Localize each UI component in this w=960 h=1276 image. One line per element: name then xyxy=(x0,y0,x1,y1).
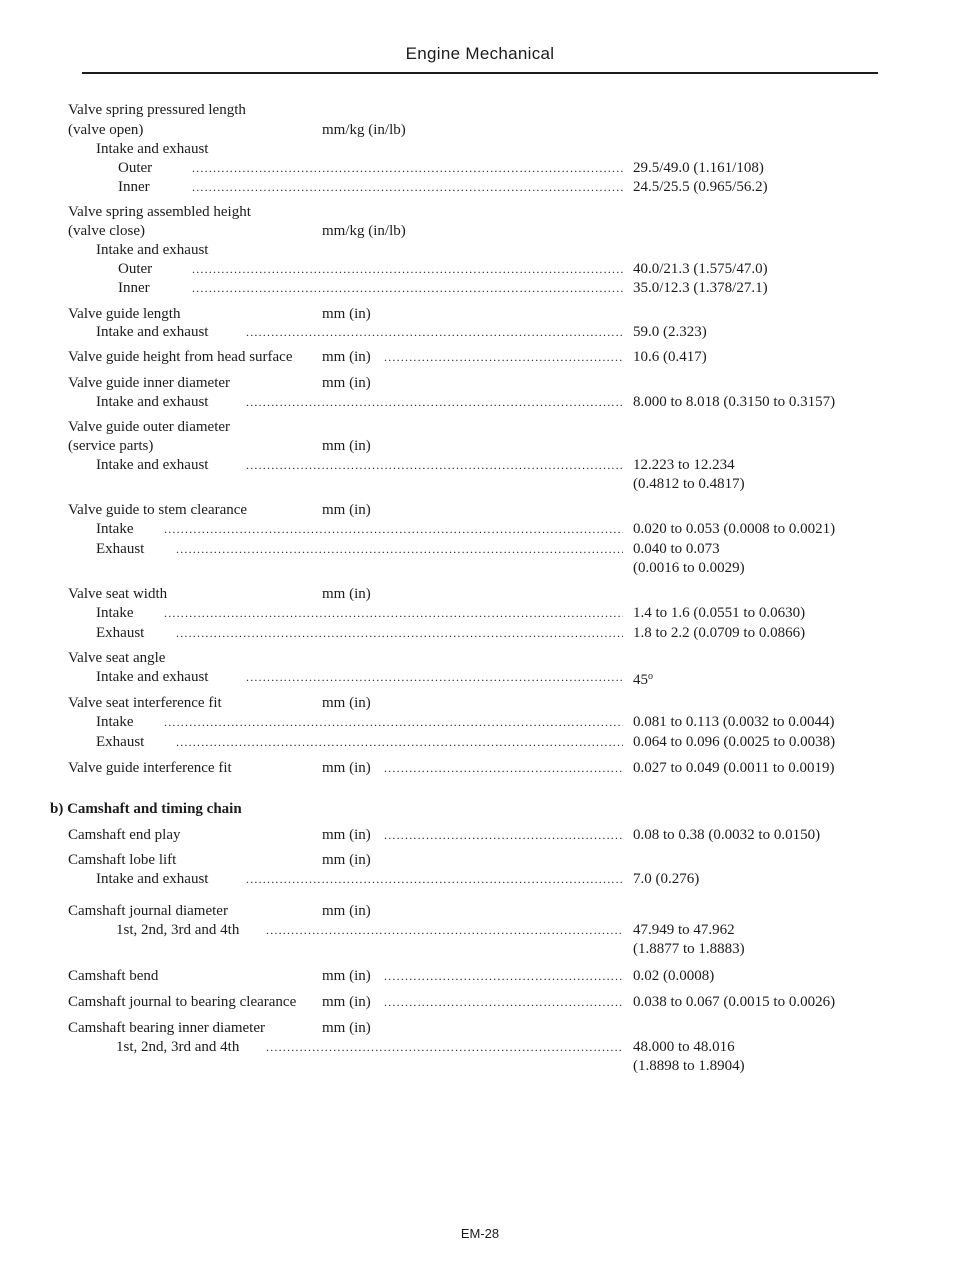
leader-dots xyxy=(246,456,623,474)
spec-unit: mm (in) xyxy=(322,438,371,454)
spec-value: 0.027 to 0.049 (0.0011 to 0.0019) xyxy=(633,760,835,776)
spec-unit: mm (in) xyxy=(322,502,371,518)
spec-label: Camshaft bend xyxy=(68,968,159,984)
spec-value: 40.0/21.3 (1.575/47.0) xyxy=(633,261,768,277)
spec-unit: mm (in) xyxy=(322,827,371,843)
spec-sublabel: Inner xyxy=(118,179,150,195)
spec-value: 29.5/49.0 (1.161/108) xyxy=(633,160,764,176)
spec-label: Camshaft end play xyxy=(68,827,181,843)
spec-value: 24.5/25.5 (0.965/56.2) xyxy=(633,179,768,195)
leader-dots xyxy=(192,260,623,278)
spec-sublabel: Exhaust xyxy=(96,541,145,557)
spec-label: (valve open) xyxy=(68,122,144,138)
spec-sublabel: Exhaust xyxy=(96,625,145,641)
leader-dots xyxy=(384,826,623,844)
leader-dots xyxy=(164,604,623,622)
spec-unit: mm (in) xyxy=(322,349,371,365)
leader-dots xyxy=(384,348,623,366)
spec-label: Valve guide interference fit xyxy=(68,760,232,776)
spec-label: Camshaft journal to bearing clearance xyxy=(68,994,297,1010)
spec-label: Camshaft bearing inner diameter xyxy=(68,1020,266,1036)
spec-label: Valve guide outer diameter xyxy=(68,419,231,435)
header-rule xyxy=(82,72,878,74)
spec-sublabel: Intake xyxy=(96,605,134,621)
spec-unit: mm (in) xyxy=(322,903,371,919)
spec-sublabel: Intake and exhaust xyxy=(96,457,209,473)
spec-unit: mm (in) xyxy=(322,760,371,776)
spec-sublabel: Intake and exhaust xyxy=(96,871,209,887)
page-title: Engine Mechanical xyxy=(405,44,555,63)
spec-label: Valve guide to stem clearance xyxy=(68,502,248,518)
spec-unit: mm (in) xyxy=(322,968,371,984)
spec-value: 0.040 to 0.073 xyxy=(633,541,720,557)
leader-dots xyxy=(246,323,623,341)
page-number: EM-28 xyxy=(460,1226,500,1241)
spec-label: Valve spring assembled height xyxy=(68,204,251,220)
leader-dots xyxy=(246,870,623,888)
spec-sublabel: Intake and exhaust xyxy=(96,669,209,685)
spec-sublabel: Intake xyxy=(96,714,134,730)
spec-sublabel: Intake and exhaust xyxy=(96,324,209,340)
spec-sublabel: Intake xyxy=(96,521,134,537)
spec-value: 35.0/12.3 (1.378/27.1) xyxy=(633,280,768,296)
spec-unit: mm (in) xyxy=(322,994,371,1010)
spec-label: Camshaft lobe lift xyxy=(68,852,177,868)
spec-value: 47.949 to 47.962 xyxy=(633,922,735,938)
spec-label: Valve spring pressured length xyxy=(68,102,246,118)
leader-dots xyxy=(266,1038,623,1056)
leader-dots xyxy=(384,993,623,1011)
spec-label: Camshaft journal diameter xyxy=(68,903,228,919)
spec-value: 1.4 to 1.6 (0.0551 to 0.0630) xyxy=(633,605,806,621)
spec-unit: mm/kg (in/lb) xyxy=(322,122,406,138)
spec-unit: mm (in) xyxy=(322,586,371,602)
spec-unit: mm (in) xyxy=(322,306,371,322)
leader-dots xyxy=(164,713,623,731)
spec-value: 48.000 to 48.016 xyxy=(633,1039,735,1055)
spec-value xyxy=(633,668,653,689)
spec-unit: mm (in) xyxy=(322,1020,371,1036)
spec-value: 1.8 to 2.2 (0.0709 to 0.0866) xyxy=(633,625,806,641)
angle-value: 45 xyxy=(633,672,648,688)
spec-unit: mm/kg (in/lb) xyxy=(322,223,406,239)
spec-unit: mm (in) xyxy=(322,695,371,711)
degree-symbol: o xyxy=(648,671,653,682)
leader-dots xyxy=(192,178,623,196)
spec-value: 0.038 to 0.067 (0.0015 to 0.0026) xyxy=(633,994,836,1010)
leader-dots xyxy=(192,159,623,177)
spec-value: (1.8898 to 1.8904) xyxy=(633,1058,745,1074)
leader-dots xyxy=(164,520,623,538)
spec-label: Valve guide length xyxy=(68,306,181,322)
spec-sublabel: Intake and exhaust xyxy=(96,141,209,157)
spec-label: Valve seat angle xyxy=(68,650,166,666)
spec-value: (1.8877 to 1.8883) xyxy=(633,941,745,957)
spec-value: 59.0 (2.323) xyxy=(633,324,707,340)
spec-label: (service parts) xyxy=(68,438,154,454)
spec-unit: mm (in) xyxy=(322,852,371,868)
leader-dots xyxy=(384,759,623,777)
leader-dots xyxy=(176,624,623,642)
section-title: b) Camshaft and timing chain xyxy=(50,801,242,817)
spec-sublabel: Outer xyxy=(118,160,153,176)
spec-value: 0.08 to 0.38 (0.0032 to 0.0150) xyxy=(633,827,821,843)
spec-value: 7.0 (0.276) xyxy=(633,871,700,887)
spec-value: (0.0016 to 0.0029) xyxy=(633,560,745,576)
spec-value: 0.020 to 0.053 (0.0008 to 0.0021) xyxy=(633,521,836,537)
leader-dots xyxy=(192,279,623,297)
leader-dots xyxy=(266,921,623,939)
leader-dots xyxy=(176,540,623,558)
spec-sublabel: Outer xyxy=(118,261,153,277)
spec-value: 10.6 (0.417) xyxy=(633,349,707,365)
spec-sublabel: 1st, 2nd, 3rd and 4th xyxy=(116,922,240,938)
spec-value: 12.223 to 12.234 xyxy=(633,457,735,473)
spec-label: Valve seat interference fit xyxy=(68,695,222,711)
spec-label: Valve guide inner diameter xyxy=(68,375,231,391)
spec-value: 8.000 to 8.018 (0.3150 to 0.3157) xyxy=(633,394,836,410)
spec-unit: mm (in) xyxy=(322,375,371,391)
spec-sublabel: Inner xyxy=(118,280,150,296)
spec-sublabel: Exhaust xyxy=(96,734,145,750)
spec-sublabel: Intake and exhaust xyxy=(96,242,209,258)
leader-dots xyxy=(246,393,623,411)
spec-sublabel: Intake and exhaust xyxy=(96,394,209,410)
leader-dots xyxy=(246,668,623,686)
leader-dots xyxy=(384,967,623,985)
spec-value: 0.064 to 0.096 (0.0025 to 0.0038) xyxy=(633,734,836,750)
spec-label: (valve close) xyxy=(68,223,146,239)
spec-label: Valve guide height from head surface xyxy=(68,349,293,365)
spec-value: 0.081 to 0.113 (0.0032 to 0.0044) xyxy=(633,714,835,730)
leader-dots xyxy=(176,733,623,751)
spec-sublabel: 1st, 2nd, 3rd and 4th xyxy=(116,1039,240,1055)
spec-value: (0.4812 to 0.4817) xyxy=(633,476,745,492)
spec-label: Valve seat width xyxy=(68,586,168,602)
spec-value: 0.02 (0.0008) xyxy=(633,968,715,984)
